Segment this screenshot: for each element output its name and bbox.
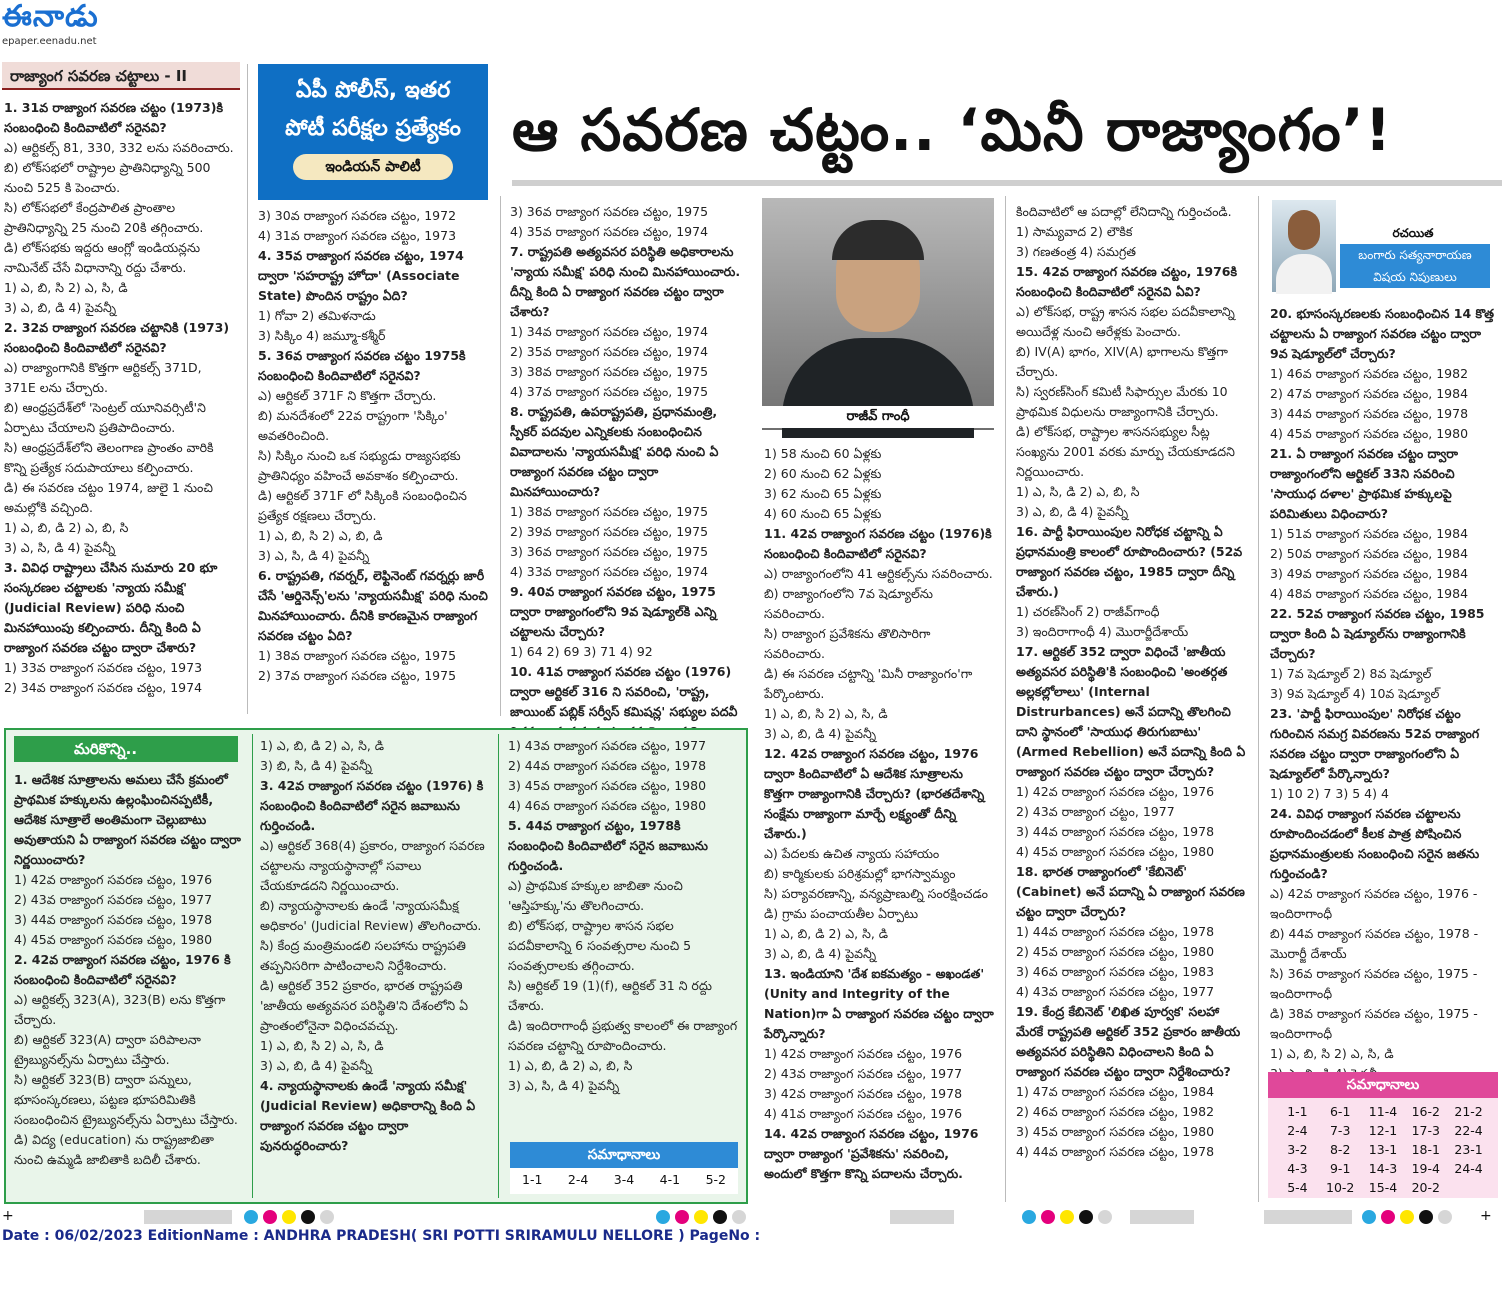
option-text: డి) విద్య (education) ను రాష్ట్రజాబితా నుంచి ఉమ్మడి జాబితాకి బదిలీ చేశారు.: [14, 1132, 214, 1167]
question-text: 7. రాష్ట్రపతి అత్యవసర పరిస్థితి అధికారాలను 'న్యాయ సమీక్ష' పరిధి నుంచి మినహాయించారు. దీన్ని కింది ఏ రాజ్యాంగ సవరణ చట్టం ద్వారా చేశారు?: [510, 244, 741, 319]
option-text: బి) కార్మికులకు పరిశ్రమల్లో భాగస్వామ్యం: [764, 866, 956, 881]
option-text: 2) 46వ రాజ్యాంగ సవరణ చట్టం, 1982: [1016, 1104, 1215, 1119]
question-text: 4. 35వ రాజ్యాంగ సవరణ చట్టం, 1974 ద్వారా 'సహరాష్ట్ర హోదా' (Associate State) పొందిన రాష్ట్రం ఏది?: [258, 248, 464, 303]
logo-text: ఈనాడు: [2, 0, 99, 34]
option-text: ఎ) ప్రాథమిక హక్కుల జాబితా నుంచి 'ఆస్తిహక్కు'ను తొలగించారు.: [508, 878, 683, 913]
option-text: డి) లోక్‌సభకు ఇద్దరు ఆంగ్లో ఇండియన్లను నామినేట్ చేసే విధానాన్ని రద్దు చేశారు.: [4, 240, 201, 275]
option-text: డి) ఇందిరాగాంధీ ప్రభుత్వ కాలంలో ఈ రాజ్యాంగ సవరణ చట్టాన్ని రూపొందించారు.: [508, 1018, 738, 1053]
question-text: 13. ఇండియాని 'దేశ ఐకమత్యం - అఖండత' (Unity and Integrity of the Nation)గా ఏ రాజ్యాంగ సవరణ చట్టం ద్వారా పేర్కొన్నారు?: [764, 966, 994, 1041]
crop-mark: +: [1480, 1208, 1492, 1224]
registration-dot: [1060, 1210, 1074, 1224]
answer-item: 11-4: [1368, 1104, 1398, 1119]
answer-item: 15-4: [1368, 1180, 1398, 1195]
logo-site: epaper.eenadu.net: [2, 36, 97, 47]
option-text: 4) 43వ రాజ్యాంగ సవరణ చట్టం, 1977: [1016, 984, 1215, 999]
registration-dot: [282, 1210, 296, 1224]
registration-dot: [675, 1210, 689, 1224]
answer-item: 1-1: [522, 1172, 543, 1187]
option-text: 1) 44వ రాజ్యాంగ సవరణ చట్టం, 1978: [1016, 924, 1215, 939]
option-text: 3) సిక్కిం 4) జమ్మూ-కశ్మీర్: [258, 328, 386, 343]
option-text: 4) 48వ రాజ్యాంగ సవరణ చట్టం, 1984: [1270, 586, 1469, 601]
answer-item: 19-4: [1411, 1161, 1440, 1176]
option-text: 4) 44వ రాజ్యాంగ సవరణ చట్టం, 1978: [1016, 1144, 1215, 1159]
registration-dot: [1400, 1210, 1414, 1224]
option-text: 3) ఇందిరాగాంధీ 4) మొరార్జీదేశాయ్: [1016, 624, 1189, 639]
answers-box: [1268, 1098, 1498, 1198]
column-divider: [1258, 196, 1259, 1202]
option-text: 4) 37వ రాజ్యాంగ సవరణ చట్టం, 1975: [510, 384, 709, 399]
special-box: [258, 64, 488, 200]
option-text: 2) 37వ రాజ్యాంగ సవరణ చట్టం, 1975: [258, 668, 457, 683]
registration-bar: [890, 1210, 954, 1224]
option-text: 3) 44వ రాజ్యాంగ సవరణ చట్టం, 1978: [1270, 406, 1469, 421]
option-text: ఎ) లోక్‌సభ, రాష్ట్ర శాసన సభల పదవీకాలాన్ని అయిదేళ్ల నుంచి ఆరేళ్లకు పెంచారు.: [1016, 304, 1235, 339]
answer-item: 4-1: [659, 1172, 681, 1187]
answers-grid: [1268, 1098, 1498, 1201]
option-text: సి) కేంద్ర మంత్రిమండలి సలహాను రాష్ట్రపతి తప్పనిసరిగా పాటించాలని నిర్దేశించారు.: [260, 938, 466, 973]
answers-heading: సమాధానాలు: [1268, 1072, 1498, 1098]
answer-item: 23-1: [1454, 1142, 1483, 1157]
option-text: 3) ఎ, సి, డి 4) పైవన్నీ: [4, 540, 116, 555]
option-text: 3) ఎ, బి, డి 4) పైవన్నీ: [260, 1058, 373, 1073]
special-line-2: పోటీ పరీక్షల ప్రత్యేకం: [285, 116, 461, 141]
question-text: 16. పార్టీ ఫిరాయింపుల నిరోధక చట్టాన్ని ఏ ప్రధానమంత్రి కాలంలో రూపొందించారు? (52వ రాజ్యాంగ సవరణ చట్టం, 1985 ద్వారా దీన్ని చేశారు.): [1016, 524, 1243, 599]
option-text: 3) 36వ రాజ్యాంగ సవరణ చట్టం, 1975: [510, 204, 709, 219]
option-text: 3) 36వ రాజ్యాంగ సవరణ చట్టం, 1975: [510, 544, 709, 559]
option-text: 3) ఎ, బి, డి 4) పైవన్నీ: [764, 726, 877, 741]
option-text: 4) 31వ రాజ్యాంగ సవరణ చట్టం, 1973: [258, 228, 457, 243]
option-text: 1) 58 నుంచి 60 ఏళ్లకు: [764, 446, 882, 461]
option-text: డి) ఆర్టికల్ 352 ప్రకారం, భారత రాష్ట్రపతి 'జాతీయ అత్యవసర పరిస్థితి'ని దేశంలోని ఏ ప్రాంతంలోనైనా విధించవచ్చు.: [260, 978, 469, 1033]
more-answers-row: [510, 1168, 738, 1191]
question-text: 21. ఏ రాజ్యాంగ సవరణ చట్టం ద్వారా రాజ్యాంగంలోని ఆర్టికల్ 33ని సవరించి 'సాయుధ దళాల' ప్రాథమిక హక్కులపై పరిమితులు విధించారు?: [1270, 446, 1458, 521]
column-divider: [1005, 196, 1006, 1202]
registration-dot: [694, 1210, 708, 1224]
more-label: మరికొన్ని..: [14, 736, 238, 762]
answer-item: 12-1: [1368, 1123, 1398, 1138]
headline: ఆ సవరణ చట్టం.. ‘మినీ రాజ్యాంగం’!: [512, 96, 1393, 164]
option-text: బి) ఆంధ్రప్రదేశ్‌లో 'సెంట్రల్ యూనివర్సిటీ'ని ఏర్పాటు చేయాలని ప్రతిపాదించారు.: [4, 400, 206, 435]
answer-item: 2-4: [567, 1172, 589, 1187]
option-text: 3) 42వ రాజ్యాంగ సవరణ చట్టం, 1978: [764, 1086, 963, 1101]
option-text: 1) 43వ రాజ్యాంగ సవరణ చట్టం, 1977: [508, 738, 707, 753]
option-text: 4) 46వ రాజ్యాంగ సవరణ చట్టం, 1980: [508, 798, 707, 813]
question-text: 6. రాష్ట్రపతి, గవర్నర్, లెఫ్టినెంట్ గవర్నర్లు జారీ చేసే 'ఆర్డినెన్స్'లను 'న్యాయసమీక్ష' పరిధి నుంచి మినహాయించారు. దీనికి కారణమైన రాజ్యాంగ సవరణ చట్టం ఏది?: [258, 568, 488, 643]
option-text: 1) 10 2) 7 3) 5 4) 4: [1270, 786, 1389, 801]
option-text: 1) 7వ షెడ్యూల్ 2) 8వ షెడ్యూల్: [1270, 666, 1432, 681]
option-text: ఎ) రాజ్యాంగానికి కొత్తగా ఆర్టికల్స్ 371D, 371E లను చేర్చారు.: [4, 360, 202, 395]
answer-item: 5-4: [1287, 1180, 1308, 1195]
column-4: [764, 444, 994, 1200]
option-text: సి) ఆర్టికల్ 19 (1)(f), ఆర్టికల్ 31 ని రద్దు చేశారు.: [508, 978, 712, 1013]
option-text: 2) 39వ రాజ్యాంగ సవరణ చట్టం, 1975: [510, 524, 709, 539]
option-text: 1) 51వ రాజ్యాంగ సవరణ చట్టం, 1984: [1270, 526, 1469, 541]
option-text: 1) 38వ రాజ్యాంగ సవరణ చట్టం, 1975: [510, 504, 709, 519]
answer-item: 18-1: [1411, 1142, 1440, 1157]
option-text: బి) న్యాయస్థానాలకు ఉండే 'న్యాయసమీక్ష అధికారం' (Judicial Review) తొలగించారు.: [260, 898, 482, 933]
more-answers-heading: సమాధానాలు: [510, 1142, 738, 1168]
option-text: 1) 42వ రాజ్యాంగ సవరణ చట్టం, 1976: [764, 1046, 963, 1061]
option-text: 1) 46వ రాజ్యాంగ సవరణ చట్టం, 1982: [1270, 366, 1469, 381]
question-text: 24. వివిధ రాజ్యాంగ సవరణ చట్టాలను రూపొందించడంలో కీలక పాత్ర పోషించిన ప్రధానమంత్రులకు సంబంధించి సరైన జతను గుర్తించండి?: [1270, 806, 1480, 881]
option-text: ఎ) ఆర్టికల్ 371F ని కొత్తగా చేర్చారు.: [258, 388, 437, 403]
question-text: 18. భారత రాజ్యాంగంలో 'కేబినెట్' (Cabinet) అనే పదాన్ని ఏ రాజ్యాంగ సవరణ చట్టం ద్వారా చేర్చారు?: [1016, 864, 1245, 919]
column-divider: [500, 196, 501, 716]
answer-item: 20-2: [1411, 1180, 1440, 1195]
option-text: 3) ఎ, బి, డి 4) పైవన్నీ: [4, 300, 117, 315]
option-text: బి) ఆర్టికల్ 323(A) ద్వారా పరిపాలనా ట్రైబ్యునల్స్‌ను ఏర్పాటు చేస్తారు.: [14, 1032, 201, 1067]
question-text: 10. 41వ రాజ్యాంగ సవరణ చట్టం (1976) ద్వారా ఆర్టికల్ 316 ని సవరించి, 'రాష్ట్ర, జాయింట్ పబ్లిక్ సర్వీస్ కమిషన్ల' సభ్యుల పదవీ: [510, 664, 738, 719]
registration-dot: [713, 1210, 727, 1224]
option-text: 1) సామ్యవాద 2) లౌకిక: [1016, 224, 1133, 239]
option-text: 1) ఎ, బి, డి 2) ఎ, సి, డి: [764, 926, 889, 941]
answer-item: 21-2: [1454, 1104, 1483, 1119]
column-6: [1270, 304, 1500, 1068]
option-text: బి) రాజ్యాంగంలోని 7వ షెడ్యూల్‌ను సవరించారు.: [764, 586, 934, 621]
answer-item: [1447, 1178, 1490, 1197]
panel-divider: [252, 734, 253, 1198]
option-text: 4) 45వ రాజ్యాంగ సవరణ చట్టం, 1980: [1016, 844, 1215, 859]
headline-rule: [512, 180, 1502, 186]
answer-item: 8-2: [1329, 1142, 1351, 1157]
option-text: సి) రాజ్యాంగ ప్రవేశికను తొలిసారిగా సవరించారు.: [764, 626, 931, 661]
option-text: సి) లోక్‌సభలో కేంద్రపాలిత ప్రాంతాల ప్రాతినిధ్యాన్ని 25 నుంచి 20కి తగ్గించారు.: [4, 200, 204, 235]
more-column-a: [14, 770, 244, 1200]
registration-dot: [1022, 1210, 1036, 1224]
option-text: 2) 35వ రాజ్యాంగ సవరణ చట్టం, 1974: [510, 344, 709, 359]
registration-bar: [1264, 1210, 1352, 1224]
option-text: 3) ఎ, బి, డి 4) పైవన్నీ: [764, 946, 877, 961]
option-text: 3) 45వ రాజ్యాంగ సవరణ చట్టం, 1980: [508, 778, 707, 793]
option-text: సి) 36వ రాజ్యాంగ సవరణ చట్టం, 1975 - ఇందిరాగాంధీ: [1270, 966, 1478, 1001]
option-text: 2) 50వ రాజ్యాంగ సవరణ చట్టం, 1984: [1270, 546, 1469, 561]
option-text: సి) సిక్కిం నుంచి ఒక సభ్యుడు రాజ్యసభకు ప్రాతినిధ్యం వహించే అవకాశం కల్పించారు.: [258, 448, 461, 483]
answer-item: 6-1: [1329, 1104, 1351, 1119]
more-answers-box: [510, 1168, 738, 1194]
answer-item: 24-4: [1454, 1161, 1483, 1176]
option-text: 2) 34వ రాజ్యాంగ సవరణ చట్టం, 1974: [4, 680, 203, 695]
option-text: 2) 47వ రాజ్యాంగ సవరణ చట్టం, 1984: [1270, 386, 1469, 401]
option-text: ఎ) రాజ్యాంగంలోని 41 ఆర్టికల్స్‌ను సవరించారు.: [764, 566, 993, 581]
option-text: 4) 33వ రాజ్యాంగ సవరణ చట్టం, 1974: [510, 564, 709, 579]
option-text: 2) 60 నుంచి 62 ఏళ్లకు: [764, 466, 882, 481]
question-text: 5. 36వ రాజ్యాంగ సవరణ చట్టం 1975కి సంబంధించి కిందివాటిలో సరైనవి?: [258, 348, 466, 383]
option-text: సి) స్వరణ్‌సింగ్ కమిటీ సిఫార్సుల మేరకు 10 ప్రాథమిక విధులను రాజ్యాంగానికి చేర్చారు.: [1016, 384, 1228, 419]
question-text: 2. 32వ రాజ్యాంగ సవరణ చట్టానికి (1973) సంబంధించి కిందివాటిలో సరైనవి?: [4, 320, 230, 355]
question-text: 17. ఆర్టికల్ 352 ద్వారా విధించే 'జాతీయ అత్యవసర పరిస్థితి'కి సంబంధించి 'అంతర్గత అల్లకల్లోలాలు' (Internal Distrurbances) అనే పదాన్ని తొలగించి దాని స్థానంలో 'సాయుధ తిరుగుబాటు' (Armed Rebellion) అనే పదాన్ని కింది ఏ రాజ్యాంగ సవరణ చట్టం ద్వారా చేర్చారు?: [1016, 644, 1246, 779]
column-3: [510, 202, 744, 719]
option-text: 3) 45వ రాజ్యాంగ సవరణ చట్టం, 1980: [1016, 1124, 1215, 1139]
option-text: బి) మనదేశంలో 22వ రాష్ట్రంగా 'సిక్కిం' అవతరించింది.: [258, 408, 448, 443]
answer-item: 3-4: [613, 1172, 635, 1187]
more-column-b: [260, 736, 490, 1200]
option-text: ఎ) పేదలకు ఉచిత న్యాయ సహాయం: [764, 846, 940, 861]
option-text: డి) ఈ సవరణ చట్టాన్ని 'మినీ రాజ్యాంగం'గా పేర్కొంటారు.: [764, 666, 973, 701]
question-text: 19. కేంద్ర కేబినెట్ 'లిఖిత పూర్వక' సలహా మేరకే రాష్ట్రపతి ఆర్టికల్ 352 ప్రకారం జాతీయ అత్యవసర పరిస్థితిని విధించాలని కింది ఏ రాజ్యాంగ సవరణ చట్టం ద్వారా నిర్దేశించారు?: [1016, 1004, 1241, 1079]
question-text: 23. 'పార్టీ ఫిరాయింపుల' నిరోధక చట్టం గురించిన సమగ్ర వివరణను 52వ రాజ్యాంగ సవరణ చట్టం ద్వారా రాజ్యాంగంలోని ఏ షెడ్యూల్‌లో పేర్కొన్నారు?: [1270, 706, 1480, 781]
section-title: రాజ్యాంగ సవరణ చట్టాలు - II: [2, 62, 240, 90]
registration-dot: [1438, 1210, 1452, 1224]
option-text: 2) 45వ రాజ్యాంగ సవరణ చట్టం, 1980: [1016, 944, 1215, 959]
photo-caption: రాజీవ్ గాంధీ: [762, 406, 994, 428]
question-text: 1. 31వ రాజ్యాంగ సవరణ చట్టం (1973)కి సంబంధించి కిందివాటిలో సరైనవి?: [4, 100, 223, 135]
question-text: 14. 42వ రాజ్యాంగ సవరణ చట్టం, 1976 ద్వారా రాజ్యాంగ 'ప్రవేశికను' సవరించి, అందులో కొత్తగా కొన్ని పదాలను చేర్చారు.: [764, 1126, 979, 1181]
option-text: 1) ఎ, బి, సి 2) ఎ, సి, డి: [764, 706, 888, 721]
option-text: 3) గణతంత్ర 4) సమగ్రత: [1016, 244, 1136, 259]
option-text: 1) గోవా 2) తమిళనాడు: [258, 308, 376, 323]
question-text: 11. 42వ రాజ్యాంగ సవరణ చట్టం (1976)కి సంబంధించి కిందివాటిలో సరైనవి?: [764, 526, 992, 561]
column-1: [4, 98, 236, 714]
option-text: 3) 44వ రాజ్యాంగ సవరణ చట్టం, 1978: [14, 912, 213, 927]
registration-dot: [1098, 1210, 1112, 1224]
question-text: 4. న్యాయస్థానాలకు ఉండే 'న్యాయ సమీక్ష' (Judicial Review) అధికారాన్ని కింది ఏ రాజ్యాంగ సవరణ చట్టం ద్వారా పునరుద్ధరించారు?: [260, 1078, 476, 1153]
question-text: 3. వివిధ రాష్ట్రాలు చేసిన సుమారు 20 భూ సంస్కరణల చట్టాలకు 'న్యాయ సమీక్ష' (Judicial Review) పరిధి నుంచి మినహాయింపు కల్పించారు. దీన్ని కింది ఏ రాజ్యాంగ సవరణ చట్టం ద్వారా చేశారు?: [4, 560, 218, 655]
question-text: 22. 52వ రాజ్యాంగ సవరణ చట్టం, 1985 ద్వారా కింది ఏ షెడ్యూల్‌ను రాజ్యాంగానికి చేర్చారు?: [1270, 606, 1485, 661]
registration-dot: [1419, 1210, 1433, 1224]
answer-item: 10-2: [1326, 1180, 1355, 1195]
option-text: 1) ఎ, సి, డి 2) ఎ, బి, సి: [1016, 484, 1140, 499]
answer-item: 17-3: [1411, 1123, 1440, 1138]
answer-item: 5-2: [705, 1172, 726, 1187]
registration-dot: [1079, 1210, 1093, 1224]
question-text: 20. భూసంస్కరణలకు సంబంధించిన 14 కొత్త చట్టాలను ఏ రాజ్యాంగ సవరణ చట్టం ద్వారా 9వ షెడ్యూల్‌లో చేర్చారు?: [1270, 306, 1494, 361]
option-text: 1) 47వ రాజ్యాంగ సవరణ చట్టం, 1984: [1016, 1084, 1215, 1099]
option-text: 3) 30వ రాజ్యాంగ సవరణ చట్టం, 1972: [258, 208, 457, 223]
answer-item: 2-4: [1287, 1123, 1308, 1138]
more-column-c: [508, 736, 740, 1136]
question-text: 5. 44వ రాజ్యాంగ చట్టం, 1978కి సంబంధించి కిందివాటిలో సరైన జవాబును గుర్తించండి.: [508, 818, 708, 873]
question-text: 15. 42వ రాజ్యాంగ సవరణ చట్టం, 1976కి సంబంధించి కిందివాటిలో సరైనవి ఏవి?: [1016, 264, 1237, 299]
question-text: 2. 42వ రాజ్యాంగ సవరణ చట్టం, 1976 కి సంబంధించి కిందివాటిలో సరైనవి?: [14, 952, 231, 987]
option-text: ఎ) ఆర్టికల్స్ 81, 330, 332 లను సవరించారు.: [4, 140, 234, 155]
rajiv-gandhi-photo: [762, 198, 994, 430]
option-text: 3) ఎ, సి, డి 4) పైవన్నీ: [508, 1078, 620, 1093]
option-text: 4) 45వ రాజ్యాంగ సవరణ చట్టం, 1980: [14, 932, 213, 947]
answer-item: 7-3: [1329, 1123, 1351, 1138]
option-text: 1) 64 2) 69 3) 71 4) 92: [510, 644, 653, 659]
answer-item: 14-3: [1368, 1161, 1398, 1176]
option-text: ఎ) ఆర్టికల్ 368(4) ప్రకారం, రాజ్యాంగ సవరణ చట్టాలను న్యాయస్థానాల్లో సవాలు చేయకూడదని నిర్ణయించారు.: [260, 838, 485, 893]
option-text: 1) ఎ, బి, డి 2) ఎ, బి, సి: [508, 1058, 633, 1073]
special-tag: ఇండియన్ పాలిటీ: [293, 154, 453, 180]
option-text: 3) ఎ, బి, డి 4) పైవన్నీ: [1016, 504, 1129, 519]
option-text: 1) ఎ, బి, సి 2) ఎ, సి, డి: [4, 280, 128, 295]
question-text: 3. 42వ రాజ్యాంగ సవరణ చట్టం (1976) కి సంబంధించి కిందివాటిలో సరైన జవాబును గుర్తించండి.: [260, 778, 484, 833]
option-text: 3) బి, సి, డి 4) పైవన్నీ: [260, 758, 372, 773]
special-line-1: ఏపీ పోలీస్, ఇతర: [295, 78, 451, 103]
option-text: సి) పర్యావరణాన్ని, వన్యప్రాణుల్ని సంరక్షించడం: [764, 886, 988, 901]
registration-dot: [1362, 1210, 1376, 1224]
registration-dot: [301, 1210, 315, 1224]
answer-item: 9-1: [1329, 1161, 1351, 1176]
author-name: బంగారు సత్యనారాయణ: [1358, 248, 1472, 262]
option-text: డి) గ్రామ పంచాయతీల ఏర్పాటు: [764, 906, 919, 921]
option-text: 3) ఎ, సి, డి 4) పైవన్నీ: [258, 548, 370, 563]
option-text: డి) 38వ రాజ్యాంగ సవరణ చట్టం, 1975 - ఇందిరాగాంధీ: [1270, 1006, 1478, 1041]
option-text: 1) 33వ రాజ్యాంగ సవరణ చట్టం, 1973: [4, 660, 203, 675]
option-text: 2) 44వ రాజ్యాంగ సవరణ చట్టం, 1978: [508, 758, 707, 773]
registration-dot: [320, 1210, 334, 1224]
option-text: బి) 44వ రాజ్యాంగ సవరణ చట్టం, 1978 - మొరార్జీ దేశాయ్: [1270, 926, 1479, 961]
option-text: 1) చరణ్‌సింగ్ 2) రాజీవ్‌గాంధీ: [1016, 604, 1160, 619]
option-text: సి) ఆంధ్రప్రదేశ్‌లోని తెలంగాణ ప్రాంతం వారికి కొన్ని ప్రత్యేక సదుపాయాలు కల్పించారు.: [4, 440, 214, 475]
crop-mark: +: [2, 1208, 14, 1224]
column-5: [1016, 202, 1248, 1200]
column-divider: [247, 64, 248, 714]
panel-divider: [498, 734, 499, 1198]
option-text: 1) 34వ రాజ్యాంగ సవరణ చట్టం, 1974: [510, 324, 709, 339]
registration-dot: [244, 1210, 258, 1224]
author-photo: [1272, 200, 1336, 292]
answer-item: 3-2: [1287, 1142, 1308, 1157]
option-text: 2) 43వ రాజ్యాంగ సవరణ చట్టం, 1977: [764, 1066, 963, 1081]
option-text: 1) 38వ రాజ్యాంగ సవరణ చట్టం, 1975: [258, 648, 457, 663]
option-text: 1) ఎ, బి, డి 2) ఎ, బి, సి: [4, 520, 129, 535]
answer-item: 16-2: [1411, 1104, 1440, 1119]
option-text: బి) లోక్‌సభలో రాష్ట్రాల ప్రాతినిధ్యాన్ని 500 నుంచి 525 కి పెంచారు.: [4, 160, 211, 195]
option-text: 2) 43వ రాజ్యాంగ సవరణ చట్టం, 1977: [14, 892, 213, 907]
question-text: 12. 42వ రాజ్యాంగ సవరణ చట్టం, 1976 ద్వారా కిందివాటిలో ఏ ఆదేశిక సూత్రాలను కొత్తగా రాజ్యాంగానికి చేర్చారు? (భారతదేశాన్ని సంక్షేమ రాజ్యాంగా మార్చే లక్ష్యంతో దీన్ని చేశారు.): [764, 746, 985, 841]
option-text: డి) లోక్‌సభ, రాష్ట్రాల శాసనసభ్యుల సీట్ల సంఖ్యను 2001 వరకు మార్పు చేయకూడదని నిర్ణయించారు.: [1016, 424, 1235, 479]
registration-bar: [1130, 1210, 1194, 1224]
option-text: 3) 44వ రాజ్యాంగ సవరణ చట్టం, 1978: [1016, 824, 1215, 839]
registration-dot: [1381, 1210, 1395, 1224]
option-text: ఎ) ఆర్టికల్స్ 323(A), 323(B) లను కొత్తగా చేర్చారు.: [14, 992, 226, 1027]
option-text: 1) ఎ, బి, డి 2) ఎ, సి, డి: [260, 738, 385, 753]
option-text: 3) 62 నుంచి 65 ఏళ్లకు: [764, 486, 882, 501]
registration-dot: [1041, 1210, 1055, 1224]
option-text: 1) ఎ, బి, సి 2) ఎ, సి, డి: [260, 1038, 384, 1053]
option-text: డి) ఈ సవరణ చట్టం 1974, జులై 1 నుంచి అమల్లోకి వచ్చింది.: [4, 480, 213, 515]
column-2: [258, 206, 488, 714]
option-text: బి) IV(A) భాగం, XIV(A) భాగాలను కొత్తగా చేర్చారు.: [1016, 344, 1228, 379]
option-text: 1) 42వ రాజ్యాంగ సవరణ చట్టం, 1976: [1016, 784, 1215, 799]
option-text: 4) 45వ రాజ్యాంగ సవరణ చట్టం, 1980: [1270, 426, 1469, 441]
option-text: 1) 42వ రాజ్యాంగ సవరణ చట్టం, 1976: [14, 872, 213, 887]
option-text: ఎ) 42వ రాజ్యాంగ సవరణ చట్టం, 1976 - ఇందిరాగాంధీ: [1270, 886, 1478, 921]
option-text: 2) 43వ రాజ్యాంగ చట్టం, 1977: [1016, 804, 1175, 819]
answer-item: 1-1: [1287, 1104, 1308, 1119]
question-text: 8. రాష్ట్రపతి, ఉపరాష్ట్రపతి, ప్రధానమంత్రి, స్పీకర్ పదవుల ఎన్నికలకు సంబంధించిన వివాదాలను 'న్యాయసమీక్ష' పరిధి నుంచి ఏ రాజ్యాంగ సవరణ చట్టం ద్వారా మినహాయించారు?: [510, 404, 719, 499]
option-text: సి) ఆర్టికల్ 323(B) ద్వారా పన్నులు, భూసంస్కరణలు, పట్టణ భూపరిమితికి సంబంధించిన ట్రైబ్యునల్స్‌ను ఏర్పాటు చేస్తారు.: [14, 1072, 238, 1127]
option-text: 4) 60 నుంచి 65 ఏళ్లకు: [764, 506, 882, 521]
question-text: 9. 40వ రాజ్యాంగ సవరణ చట్టం, 1975 ద్వారా రాజ్యాంగంలోని 9వ షెడ్యూల్‌కి ఎన్ని చట్టాలను చేర్చారు?: [510, 584, 717, 639]
option-text: డి) ఆర్టికల్ 371F లో సిక్కింకి సంబంధించిన ప్రత్యేక రక్షణలు చేర్చారు.: [258, 488, 467, 523]
footer-info: Date : 06/02/2023 EditionName : ANDHRA PRADESH( SRI POTTI SRIRAMULU NELLORE ) PageNo :: [2, 1228, 761, 1244]
author-name-box: [1340, 244, 1490, 288]
answer-item: 4-3: [1287, 1161, 1308, 1176]
answer-item: 22-4: [1454, 1123, 1483, 1138]
option-text: 3) 38వ రాజ్యాంగ సవరణ చట్టం, 1975: [510, 364, 709, 379]
registration-bar: [144, 1210, 232, 1224]
option-text: 3) 49వ రాజ్యాంగ సవరణ చట్టం, 1984: [1270, 566, 1469, 581]
option-text: 3) 9వ షెడ్యూల్ 4) 10వ షెడ్యూల్: [1270, 686, 1440, 701]
option-text: కిందివాటిలో ఆ పదాల్లో లేనిదాన్ని గుర్తించండి.: [1016, 204, 1232, 219]
option-text: బి) లోక్‌సభ, రాష్ట్రాల శాసన సభల పదవీకాలాన్ని 6 సంవత్సరాల నుంచి 5 సంవత్సరాలకు తగ్గించారు.: [508, 918, 692, 973]
registration-dot: [656, 1210, 670, 1224]
option-text: 3) 46వ రాజ్యాంగ సవరణ చట్టం, 1983: [1016, 964, 1215, 979]
option-text: 4) 41వ రాజ్యాంగ సవరణ చట్టం, 1976: [764, 1106, 963, 1121]
option-text: 1) ఎ, బి, సి 2) ఎ, బి, డి: [258, 528, 383, 543]
registration-dot: [732, 1210, 746, 1224]
answer-item: 13-1: [1368, 1142, 1398, 1157]
option-text: 1) ఎ, బి, సి 2) ఎ, సి, డి: [1270, 1046, 1394, 1061]
author-role: రచయిత: [1392, 226, 1434, 240]
question-text: 1. ఆదేశిక సూత్రాలను అమలు చేసే క్రమంలో ప్రాథమిక హక్కులను ఉల్లంఘించినప్పటికీ, ఆదేశిక సూత్రాలే అంతిమంగా చెల్లుబాటు అవుతాయని ఏ రాజ్యాంగ సవరణ చట్టం ద్వారా నిర్ణయించారు?: [14, 772, 241, 867]
registration-dot: [263, 1210, 277, 1224]
masthead-logo: [2, 2, 142, 52]
option-text: 4) 35వ రాజ్యాంగ సవరణ చట్టం, 1974: [510, 224, 709, 239]
author-title: విషయ నిపుణులు: [1373, 270, 1457, 284]
